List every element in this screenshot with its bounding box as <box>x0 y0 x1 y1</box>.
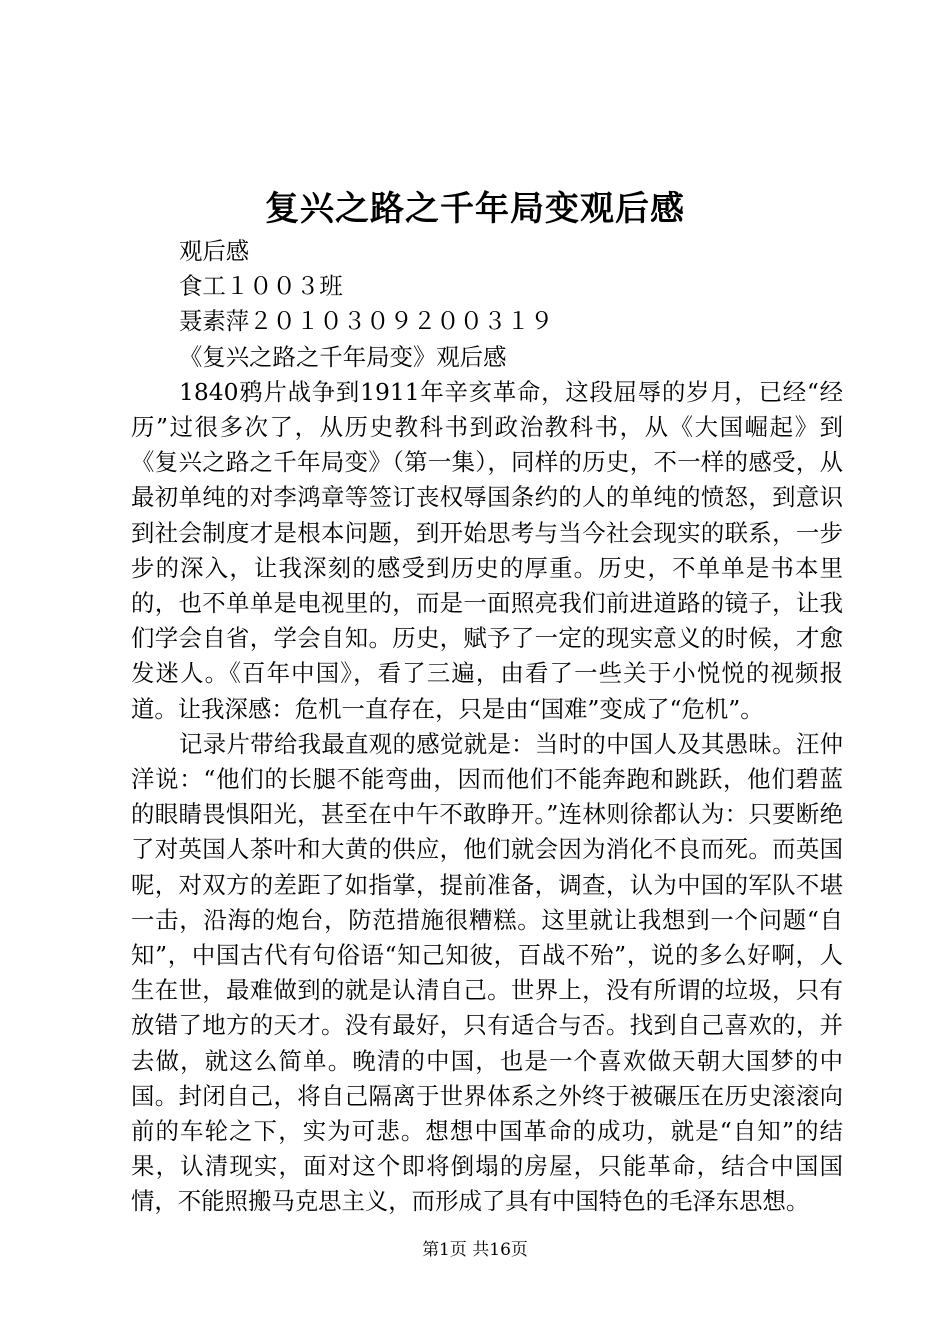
document-body <box>131 234 843 1220</box>
body-paragraph: 1840鸦片战争到1911年辛亥革命，这段屈辱的岁月，已经“经历”过很多次了，从历史教科书到政治教科书，从《大国崛起》到《复兴之路之千年局变》（第一集），同样的历史，不一样的感受，从最初单纯的对李鸿章等签订丧权辱国条约的人的单纯的愤怒，到意识到社会制度才是根本问题，到开始思考与当今社会现实的联系，一步步的深入，让我深刻的感受到历史的厚重。历史，不单单是书本里的，也不单单是电视里的，而是一面照亮我们前进道路的镜子，让我们学会自省，学会自知。历史，赋予了一定的现实意义的时候，才愈发迷人。《百年中国》，看了三遍，由看了一些关于小悦悦的视频报道。让我深感：危机一直存在，只是由“国难”变成了“危机”。 <box>131 377 843 723</box>
meta-line-author: 聂素萍２０１０３０９２００３１９ <box>179 307 554 336</box>
page-footer: 第1页 共16页 <box>422 1240 528 1260</box>
meta-line-class: 食工１００３班 <box>179 272 343 301</box>
meta-line-type: 观后感 <box>179 237 250 265</box>
body-paragraph: 记录片带给我最直观的感觉就是：当时的中国人及其愚昧。汪仲洋说：“他们的长腿不能弯曲，因而他们不能奔跑和跳跃，他们碧蓝的眼睛畏惧阳光，甚至在中午不敢睁开。”连林则徐都认为：只要断绝了对英国人茶叶和大黄的供应，他们就会因为消化不良而死。而英国呢，对双方的差距了如指掌，提前准备，调查，认为中国的军队不堪一击，沿海的炮台，防范措施很糟糕。这里就让我想到一个问题“自知”，中国古代有句俗语“知己知彼，百战不殆”，说的多么好啊，人生在世，最难做到的就是认清自己。世界上，没有所谓的垃圾，只有放错了地方的天才。没有最好，只有适合与否。找到自己喜欢的，并去做，就这么简单。晚清的中国，也是一个喜欢做天朝大国梦的中国。封闭自己，将自己隔离于世界体系之外终于被碾压在历史滚滚向前的车轮之下，实为可悲。想想中国革命的成功，就是“自知”的结果，认清现实，面对这个即将倒塌的房屋，只能革命，结合中国国情，不能照搬马克思主义，而形成了具有中国特色的毛泽东思想。 <box>131 729 843 1216</box>
document-title: 复兴之路之千年局变观后感 <box>265 189 685 229</box>
meta-line-subject: 《复兴之路之千年局变》观后感 <box>179 342 507 371</box>
